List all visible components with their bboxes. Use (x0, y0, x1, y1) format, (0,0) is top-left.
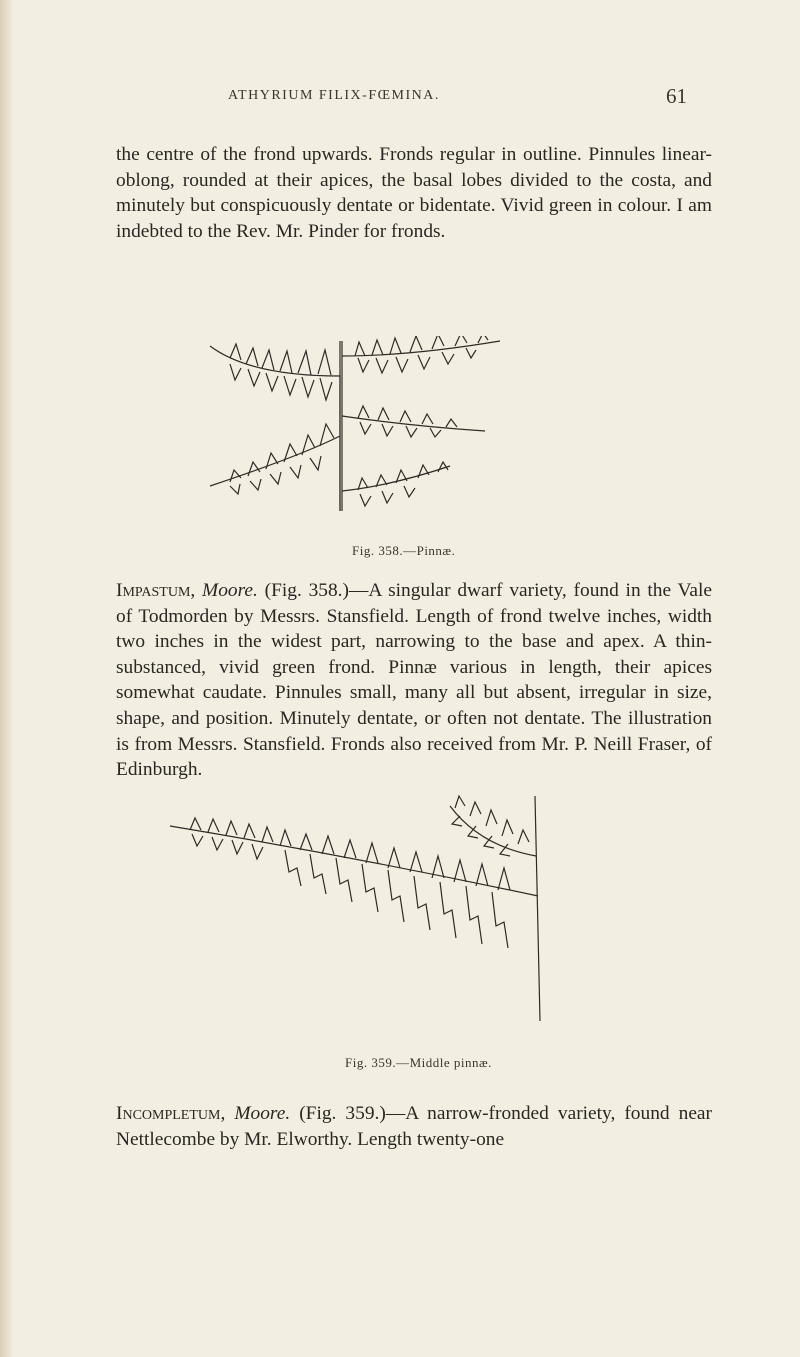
figure-359-illustration (150, 786, 550, 1031)
pinnule-row-lower (280, 830, 510, 948)
page-header (0, 84, 800, 114)
figure-359-caption: Fig. 359.—Middle pinnæ. (345, 1055, 492, 1070)
paragraph-1 (116, 142, 712, 244)
page-edge-shadow (0, 0, 14, 1357)
figure-358-caption: Fig. 358.—Pinnæ. (352, 543, 456, 558)
fern-pinna-left (210, 341, 340, 511)
paragraph-2: Impastum, Moore. (Fig. 358.)—A singular dwarf variety, found in the Vale of Todmorden by Messrs. Stansfield. Length of frond twelve inches, width two inches in the widest part, narrowing to the base and apex. A thin-substanced, vivid green frond. Pinnæ various in length, their apices somewhat caudate. Pinnules small, many all but absent, irregular in size, shape, and position. Minutely dentate, or often not dentate. The illustration is from Messrs. Stansfield. Fronds also received from Mr. P. Neill Fraser, of Edinburgh. (116, 580, 712, 781)
running-title: ATHYRIUM FILIX-FŒMINA. (228, 88, 440, 103)
page-number: 61 (666, 84, 687, 108)
pinnule-row-top (452, 796, 529, 856)
pinnule-row-upper (190, 818, 273, 859)
paragraph-text: (Fig. 359.)—A narrow-fronded variety, found near Nettlecombe by Mr. Elworthy. Length twenty-one (116, 1103, 712, 1150)
variety-author: Moore. (234, 1103, 291, 1124)
fern-middle-pinnae (170, 796, 540, 1021)
paragraph-text: the centre of the frond upwards. Fronds regular in outline. Pinnules linear-oblong, rounded at their apices, the basal lobes divided to the costa, and minutely but conspicuously dentate or bidentate. Vivid green in colour. I am indebted to the Rev. Mr. Pinder for fronds. (116, 144, 712, 242)
variety-name: Incompletum (116, 1103, 221, 1124)
paragraph-3: Incompletum, Moore. (Fig. 359.)—A narrow-fronded variety, found near Nettlecombe by Mr. Elworthy. Length twenty-one (116, 1103, 712, 1150)
figure-358-illustration (190, 336, 510, 516)
pinnule-cluster-left-lower (230, 424, 334, 494)
variety-author: Moore. (202, 580, 258, 601)
paragraph-text: (Fig. 358.)—A singular dwarf variety, found in the Vale of Todmorden by Messrs. Stansfield. Length of frond twelve inches, width two inches in the widest part, narrowing to the base and apex. A thin-substanced, vivid green frond. Pinnæ various in length, their apices somewhat caudate. Pinnules small, many all but absent, irregular in size, shape, and position. Minutely dentate, or often not dentate. The illustration is from Messrs. Stansfield. Fronds also received from Mr. P. Neill Fraser, of Edinburgh. (116, 580, 712, 781)
fern-pinna-right (342, 336, 500, 511)
variety-name: Impastum (116, 580, 191, 601)
